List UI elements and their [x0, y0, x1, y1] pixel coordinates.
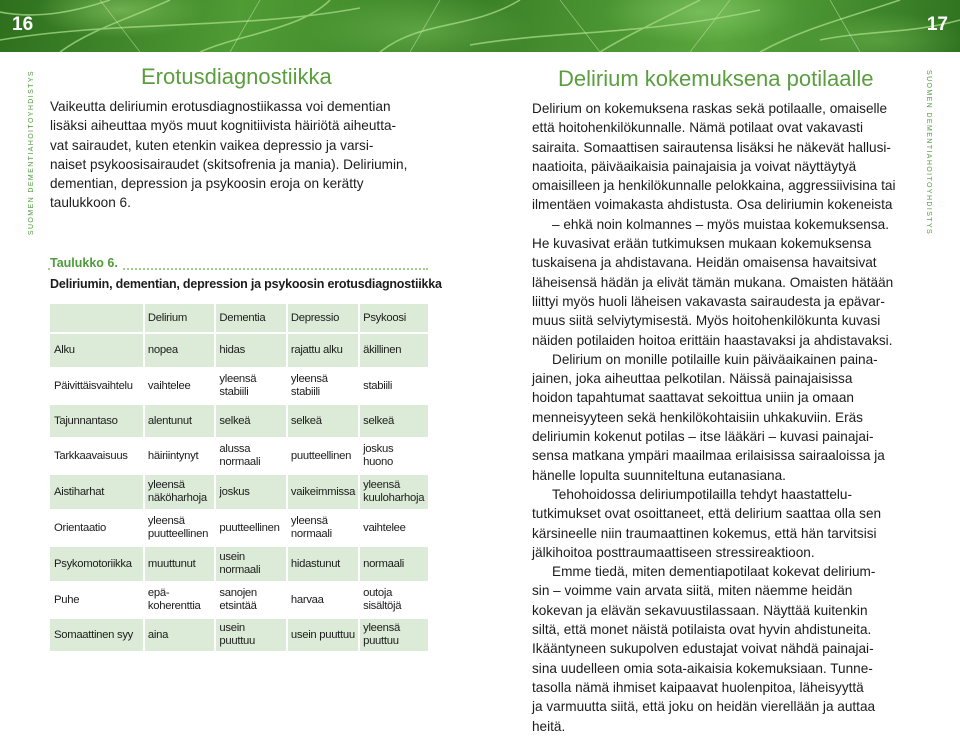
table-cell [359, 474, 429, 510]
table-cell [359, 582, 429, 618]
body-line: sensa matkana ympäri maailmaa erilaisissa sairaaloissa ja [532, 448, 885, 464]
row-label: Alku [49, 333, 144, 368]
table-cell [287, 368, 359, 404]
cell-line: häiriintynyt [147, 449, 199, 462]
body-line: jainen, joka aiheuttaa pelkotilan. Näissä painajaisissa [532, 371, 853, 387]
body-line: naatioita, päiväaikaisia painajaisia ja voivat näyttäytyä [532, 158, 857, 174]
left-page-title: Erotusdiagnostiikka [141, 64, 332, 89]
body-line: tuskaisena ja ahdistavana. Heidän omaisensa havaitsivat [532, 255, 877, 271]
body-line: muus siitä selviytymisestä. Myös hoitohenkilökunta kuvasi [532, 313, 881, 329]
body-line: Ikääntyneen sukupolven edustajat voivat nähdä painajai- [532, 641, 874, 657]
table-row [49, 474, 429, 510]
table-cell [359, 438, 429, 474]
left-intro-paragraph [50, 97, 430, 213]
cell-line: vaikeimmissa [290, 485, 356, 498]
row-label: Psykomotoriikka [49, 546, 144, 582]
table-cell [215, 404, 286, 438]
table-cell [215, 333, 286, 368]
body-line: Emme tiedä, miten dementiapotilaat kokevat delirium- [552, 564, 876, 580]
differential-diagnosis-table [48, 302, 430, 653]
table-row [49, 510, 429, 546]
table-cell [144, 618, 215, 652]
body-line: sairaita. Somaattisen sairautensa lisäksi he näkevät hallusi- [532, 139, 891, 155]
table-cell [215, 582, 286, 618]
table-cell [144, 474, 215, 510]
table-row [49, 438, 429, 474]
cell-line: stabiili [290, 386, 320, 398]
table-row [49, 333, 429, 368]
cell-line: sisältöjä [363, 600, 402, 612]
body-line: hoidon tapahtumat saattavat sekoittua uniin ja omaan [532, 390, 854, 406]
cell-line: etsintää [219, 600, 257, 612]
cell-line: vaihtelee [363, 521, 406, 534]
table-cell [215, 618, 286, 652]
cell-line: normaali [219, 456, 261, 468]
row-label: Tarkkaavaisuus [49, 438, 144, 474]
table-cell [359, 618, 429, 652]
body-line: hänelle lopulta suunniteltuna eutanasiana. [532, 467, 786, 483]
table-cell [144, 510, 215, 546]
table-header-row [49, 303, 429, 333]
cell-line: joskus [219, 485, 250, 498]
cell-line: kuuloharhoja [363, 492, 425, 504]
cell-line: äkillinen [363, 344, 402, 356]
cell-line: usein puuttuu [219, 622, 255, 647]
left-page-number: 16 [12, 14, 34, 35]
table-row [49, 582, 429, 618]
row-label: Päivittäisvaihtelu [49, 368, 144, 404]
table-cell [287, 438, 359, 474]
cell-line: normaali [219, 564, 261, 576]
table-cell [359, 546, 429, 582]
intro-line: Vaikeutta deliriumin erotusdiagnostiikassa voi dementian [50, 99, 391, 114]
table-cell [144, 333, 215, 368]
table-cell [144, 404, 215, 438]
table-row [49, 368, 429, 404]
cell-line: yleensä [147, 479, 185, 491]
body-line: ilmentäen voimakasta ahdistusta. Osa deliriumin kokeneista [532, 197, 893, 213]
cell-line: yleensä [219, 373, 257, 385]
cell-line: yleensä [290, 373, 328, 385]
body-line: kärsineelle niin traumaattinen kokemus, että hän tarvitsisi [532, 525, 877, 541]
table-cell [144, 582, 215, 618]
table-title: Deliriumin, dementian, depression ja psykoosin erotusdiagnostiikka [50, 277, 442, 291]
cell-line: alussa [219, 443, 251, 455]
header-cell-dementia: Dementia [215, 303, 286, 333]
table-cell [287, 618, 359, 652]
body-line: tasolla nämä ihmiset kaipaavat huolenpitoa, läheisyyttä [532, 679, 864, 695]
cell-line: stabiili [219, 386, 249, 398]
table-number: Taulukko 6. [50, 256, 122, 270]
cell-line: selkeä [219, 414, 251, 427]
right-body-text [532, 99, 914, 736]
cell-line: nopea [147, 344, 178, 356]
body-line: menneisyyteen sekä henkilökohtaisiin uhkakuviin. Eräs [532, 409, 863, 425]
table-cell [359, 510, 429, 546]
cell-line: aina [147, 628, 169, 641]
table-cell [287, 546, 359, 582]
cell-line: yleensä [290, 515, 328, 527]
body-line: deliriumin kokenut potilas – itse lääkäri – kuvasi painajai- [532, 429, 874, 445]
table-cell [215, 474, 286, 510]
header-cell-psykoosi: Psykoosi [359, 303, 429, 333]
cell-line: rajattu alku [290, 344, 343, 356]
row-label: Aistiharhat [49, 474, 144, 510]
table-row [49, 404, 429, 438]
cell-line: muuttunut [147, 557, 196, 570]
table-cell [287, 404, 359, 438]
table-cell [359, 368, 429, 404]
intro-line: vat sairaudet, kuten etenkin vaikea depressio ja varsi- [50, 137, 374, 153]
row-label: Puhe [49, 582, 144, 618]
header-cell-delirium: Delirium [144, 303, 215, 333]
cell-line: yleensä [363, 479, 400, 491]
body-line: tutkimukset ovat osoittaneet, että delirium saattaa olla sen [532, 506, 882, 522]
body-line: heitä. [532, 718, 566, 734]
intro-line: dementian, depression ja psykoosin eroja on kerätty [50, 176, 364, 192]
intro-line: naiset psykoosisairaudet (skitsofrenia ja mania). Deliriumin, [50, 156, 408, 172]
cell-line: outoja [363, 587, 393, 599]
table-cell [215, 510, 286, 546]
cell-line: selkeä [290, 414, 322, 427]
cell-line: joskus huono [363, 443, 394, 468]
cell-line: normaali [363, 557, 405, 570]
row-label: Somaattinen syy [49, 618, 144, 652]
cell-line: puuttuu [363, 635, 399, 647]
table-cell [144, 546, 215, 582]
body-line: Tehohoidossa deliriumpotilailla tehdyt haastattelu- [552, 486, 852, 502]
body-line: läheisensä hädän ja elivät tämän mukana. Omaisten hätään [532, 274, 894, 290]
table-cell [144, 368, 215, 404]
table-cell [287, 474, 359, 510]
cell-line: harvaa [290, 593, 324, 606]
table-row [49, 546, 429, 582]
cell-line: usein [219, 551, 245, 563]
body-line: liittyi myös huoli läheisen vakavasta sairaudesta ja epävar- [532, 293, 885, 309]
cell-line: alentunut [147, 414, 192, 427]
table-cell [287, 333, 359, 368]
body-line: ja varmuutta siitä, että joku on heidän vierellään ja auttaa [532, 699, 876, 715]
cell-line: stabiili [363, 379, 393, 392]
cell-line: epä- [147, 587, 170, 599]
cell-line: normaali [290, 528, 332, 540]
cell-line: selkeä [363, 414, 394, 427]
table-cell [287, 510, 359, 546]
header-cell-empty [49, 303, 144, 333]
cell-line: puutteellinen [147, 528, 209, 540]
intro-line: lisäksi aiheuttaa myös muut kognitiivista häiriötä aiheutta- [50, 118, 397, 134]
cell-line: yleensä [363, 622, 400, 634]
cell-line: puutteellinen [219, 521, 280, 534]
table-cell [359, 404, 429, 438]
leaf-vein-pattern [0, 0, 960, 52]
table-cell [215, 546, 286, 582]
body-line: sina uudelleen omia sota-aikaisia kokemuksiaan. Tunne- [532, 660, 873, 676]
body-line: näiden potilaiden hoitoa erittäin haastavaksi ja ahdistavaksi. [532, 332, 893, 348]
cell-line: näköharhoja [147, 492, 207, 504]
side-label-left: SUOMEN DEMENTIAHOITOYHDISTYS [28, 70, 35, 236]
intro-line: taulukkoon 6. [50, 195, 131, 211]
cell-line: sanojen [219, 587, 257, 599]
body-line: sin – voimme vain arvata siitä, miten näemme heidän [532, 583, 853, 599]
table-cell [359, 333, 429, 368]
side-label-right: SUOMEN DEMENTIAHOITOYHDISTYS [925, 70, 932, 236]
body-line: omaisilleen ja henkilökunnalle pelokkaina, aggressiivisina tai [532, 178, 896, 194]
cell-line: usein puuttuu [290, 628, 355, 641]
body-line: että hoitohenkilökunnalle. Nämä potilaat ovat vakavasti [532, 120, 863, 136]
body-line: Delirium on monille potilaille kuin päiväaikainen paina- [552, 351, 878, 367]
right-page-number: 17 [926, 14, 948, 35]
body-line: He kuvasivat erään tutkimuksen mukaan kokemuksensa [532, 236, 872, 252]
right-page-title: Delirium kokemuksena potilaalle [558, 66, 874, 91]
table-row [49, 618, 429, 652]
cell-line: yleensä [147, 515, 185, 527]
cell-line: puutteellinen [290, 449, 352, 462]
table-cell [215, 368, 286, 404]
body-line: kokevan ja elävän sekavuustilassaan. Näyttää kuitenkin [532, 602, 868, 618]
body-line: – ehkä noin kolmannes – myös muistaa kokemuksensa. [552, 216, 889, 232]
body-line: Delirium on kokemuksena raskas sekä potilaalle, omaiselle [532, 101, 888, 116]
body-line: siltä, että monet näistä potilaista ovat hyvin ahdistuneita. [532, 622, 872, 638]
table-cell [144, 438, 215, 474]
cell-line: vaihtelee [147, 379, 191, 392]
cell-line: hidas [219, 344, 245, 356]
header-cell-depressio: Depressio [287, 303, 359, 333]
row-label: Orientaatio [49, 510, 144, 546]
leaf-banner [0, 0, 960, 52]
row-label: Tajunnantaso [49, 404, 144, 438]
body-line: jälkihoitoa posttraumaattiseen stressireaktioon. [532, 544, 815, 560]
table-cell [215, 438, 286, 474]
cell-line: hidastunut [290, 557, 341, 570]
cell-line: koherenttia [147, 600, 201, 612]
table-cell [287, 582, 359, 618]
